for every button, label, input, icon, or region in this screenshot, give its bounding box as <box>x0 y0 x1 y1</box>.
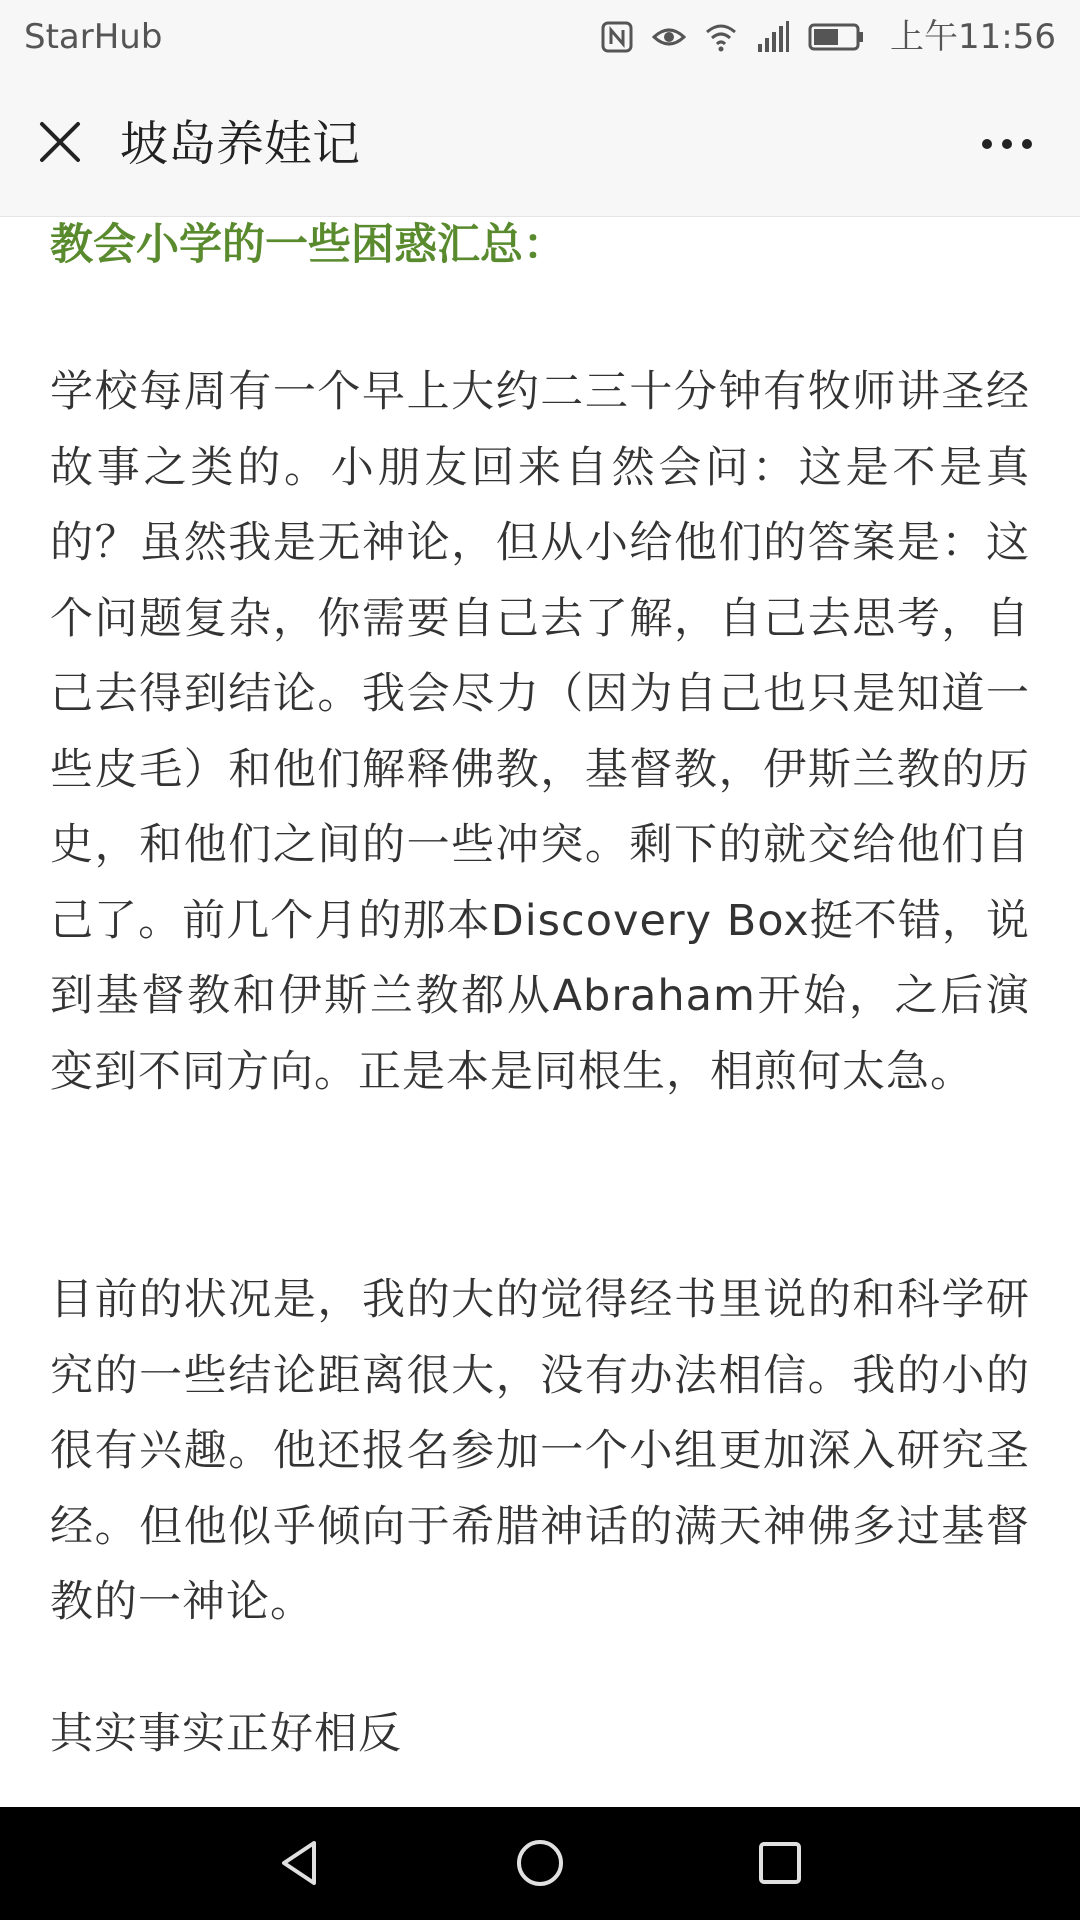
back-button[interactable] <box>270 1833 330 1893</box>
carrier-label: StarHub <box>24 17 163 57</box>
page-title: 坡岛养娃记 <box>120 116 361 172</box>
article-content[interactable] <box>0 217 1080 1807</box>
close-icon <box>36 118 84 166</box>
close-button[interactable] <box>30 112 90 172</box>
nfc-icon <box>600 20 634 54</box>
navigation-bar <box>0 1807 1080 1920</box>
home-circle-icon <box>514 1837 566 1889</box>
status-time: 上午11:56 <box>890 17 1056 57</box>
section-heading: 教会小学的一些困惑汇总： <box>50 220 566 270</box>
more-options-icon <box>979 137 1035 151</box>
battery-icon <box>808 22 866 52</box>
status-icons <box>600 14 1056 60</box>
article-paragraph: 学校每周有一个早上大约二三十分钟有牧师讲圣经故事之类的。小朋友回来自然会问：这是不是真的？虽然我是无神论，但从小给他们的答案是：这个问题复杂，你需要自己去了解，自己去思考，自己去得到结论。我会尽力（因为自己也只是知道一些皮毛）和他们解释佛教，基督教，伊斯兰教的历史，和他们之间的一些冲突。剩下的就交给他们自己了。前几个月的那本Discovery Box挺不错，说到基督教和伊斯兰教都从Abraham开始，之后演变到不同方向。正是本是同根生，相煎何太急。 <box>50 367 1030 1097</box>
eye-icon <box>652 20 686 54</box>
article-paragraph: 其实事实正好相反 <box>50 1709 402 1759</box>
back-triangle-icon <box>274 1837 326 1889</box>
status-bar <box>0 0 1080 74</box>
more-options-button[interactable] <box>972 114 1042 174</box>
signal-icon <box>756 20 790 54</box>
article-paragraph: 目前的状况是，我的大的觉得经书里说的和科学研究的一些结论距离很大，没有办法相信。我的小的很有兴趣。他还报名参加一个小组更加深入研究圣经。但他似乎倾向于希腊神话的满天神佛多过基督教的一神论。 <box>50 1275 1030 1627</box>
app-header <box>0 74 1080 217</box>
recent-apps-icon <box>754 1837 806 1889</box>
wifi-icon <box>704 20 738 54</box>
recent-apps-button[interactable] <box>750 1833 810 1893</box>
home-button[interactable] <box>510 1833 570 1893</box>
